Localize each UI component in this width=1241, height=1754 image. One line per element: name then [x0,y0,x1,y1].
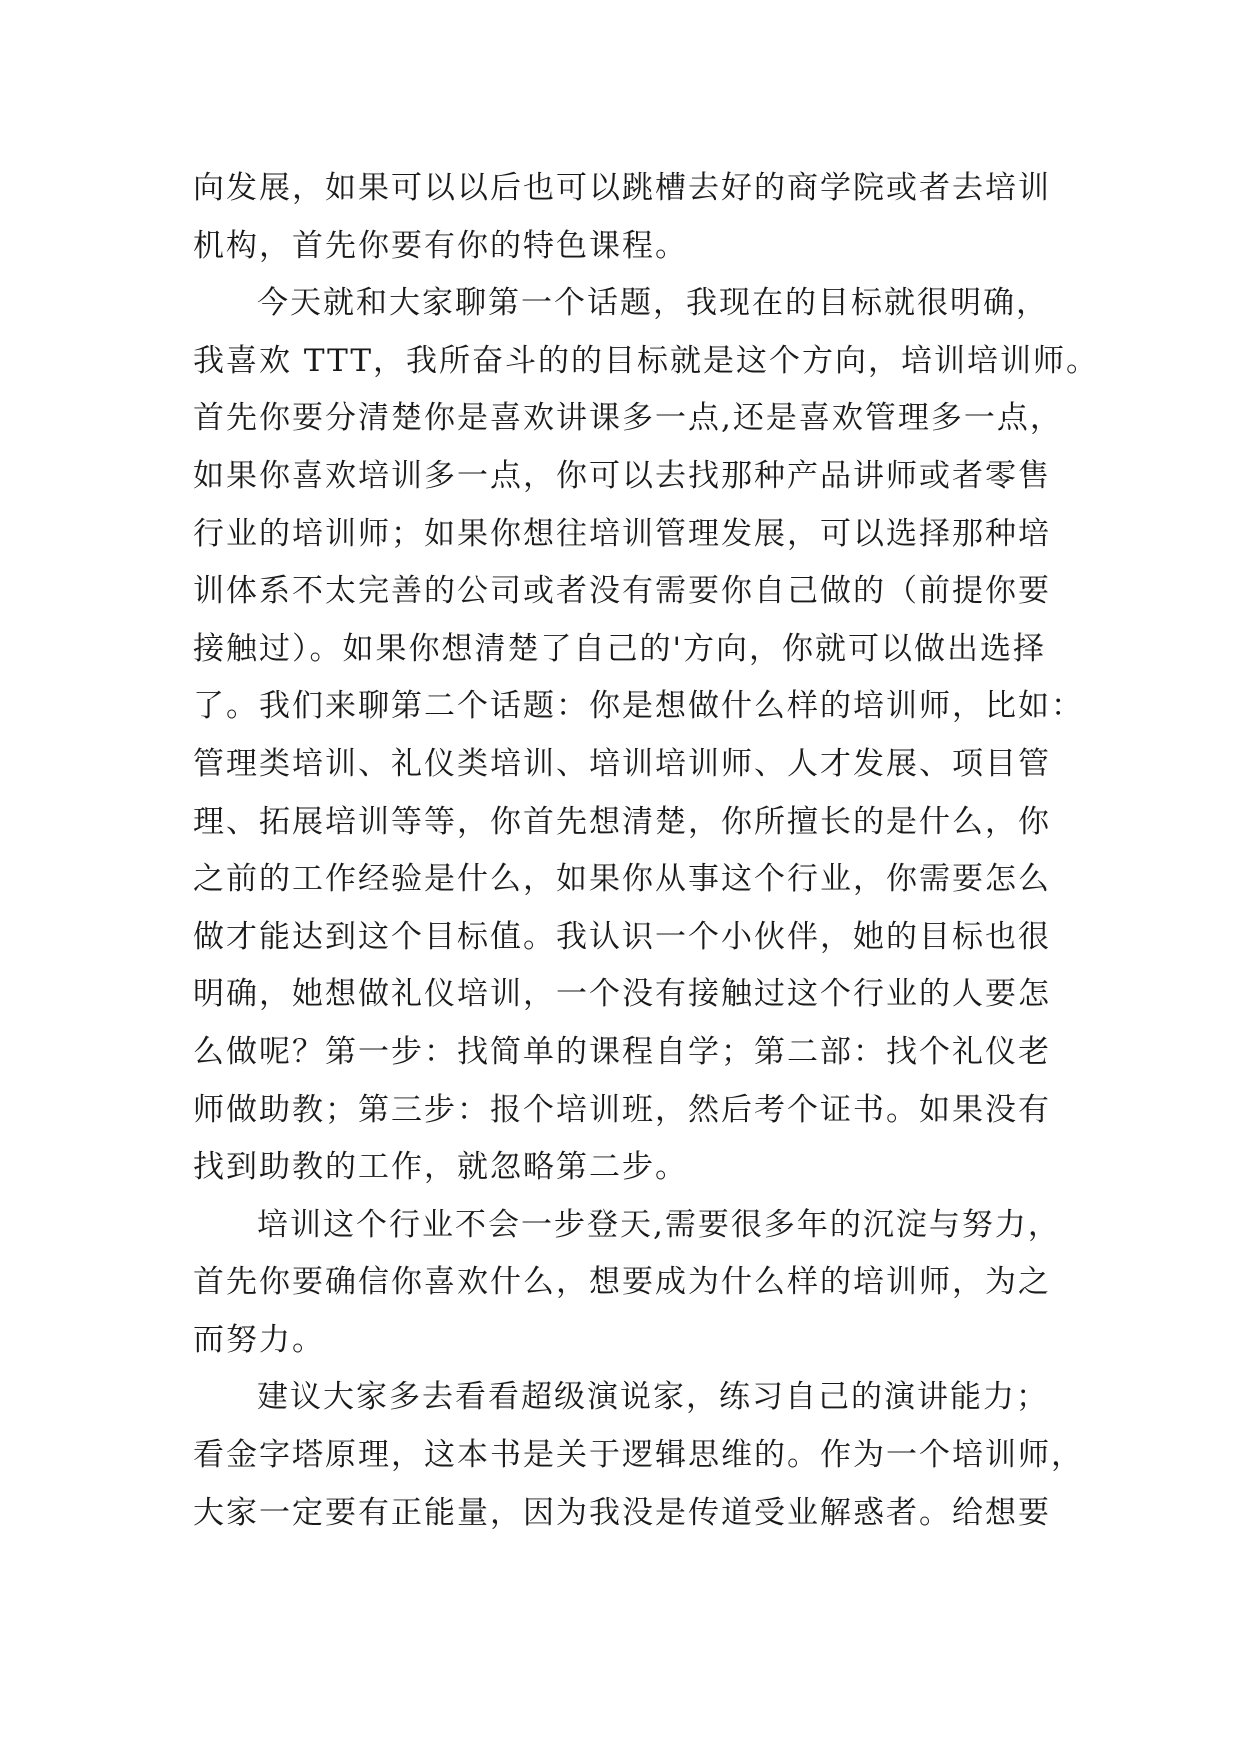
text-line: 我喜欢 TTT，我所奋斗的的目标就是这个方向，培训培训师。 [193,342,1100,379]
text-line: 今天就和大家聊第一个话题，我现在的目标就很明确， [257,285,1049,322]
text-line: 如果你喜欢培训多一点，你可以去找那种产品讲师或者零售 [193,457,1051,494]
text-line: 行业的培训师；如果你想往培训管理发展，可以选择那种培 [193,515,1051,552]
text-line: 了。我们来聊第二个话题：你是想做什么样的培训师，比如： [193,688,1084,725]
text-line: 建议大家多去看看超级演说家，练习自己的演讲能力； [257,1379,1049,1416]
text-line: 之前的工作经验是什么，如果你从事这个行业，你需要怎么 [193,861,1051,898]
text-line: 管理类培训、礼仪类培训、培训培训师、人才发展、项目管 [193,745,1051,782]
text-line: 理、拓展培训等等，你首先想清楚，你所擅长的是什么，你 [193,803,1051,840]
text-line: 找到助教的工作，就忽略第二步。 [193,1149,688,1186]
text-line: 培训这个行业不会一步登天,需要很多年的沉淀与努力， [257,1206,1061,1243]
text-line: 大家一定要有正能量，因为我没是传道受业解惑者。给想要 [193,1494,1051,1531]
text-line: 首先你要确信你喜欢什么，想要成为什么样的培训师，为之 [193,1264,1051,1301]
text-line: 明确，她想做礼仪培训，一个没有接触过这个行业的人要怎 [193,976,1051,1013]
body-text [193,160,1100,1542]
text-line: 接触过）。如果你想清楚了自己的'方向，你就可以做出选择 [193,630,1047,667]
text-line: 而努力。 [193,1321,325,1358]
text-line: 做才能达到这个目标值。我认识一个小伙伴，她的目标也很 [193,918,1051,955]
text-line: 首先你要分清楚你是喜欢讲课多一点,还是喜欢管理多一点， [193,400,1063,437]
text-line: 向发展，如果可以以后也可以跳槽去好的商学院或者去培训 [193,170,1051,206]
text-line: 训体系不太完善的公司或者没有需要你自己做的（前提你要 [193,573,1051,610]
text-line: 看金字塔原理，这本书是关于逻辑思维的。作为一个培训师， [193,1437,1084,1474]
text-line: 机构，首先你要有你的特色课程。 [193,227,688,264]
text-line: 么做呢？第一步：找简单的课程自学；第二部：找个礼仪老 [193,1033,1051,1070]
text-line: 师做助教；第三步：报个培训班，然后考个证书。如果没有 [193,1091,1051,1128]
